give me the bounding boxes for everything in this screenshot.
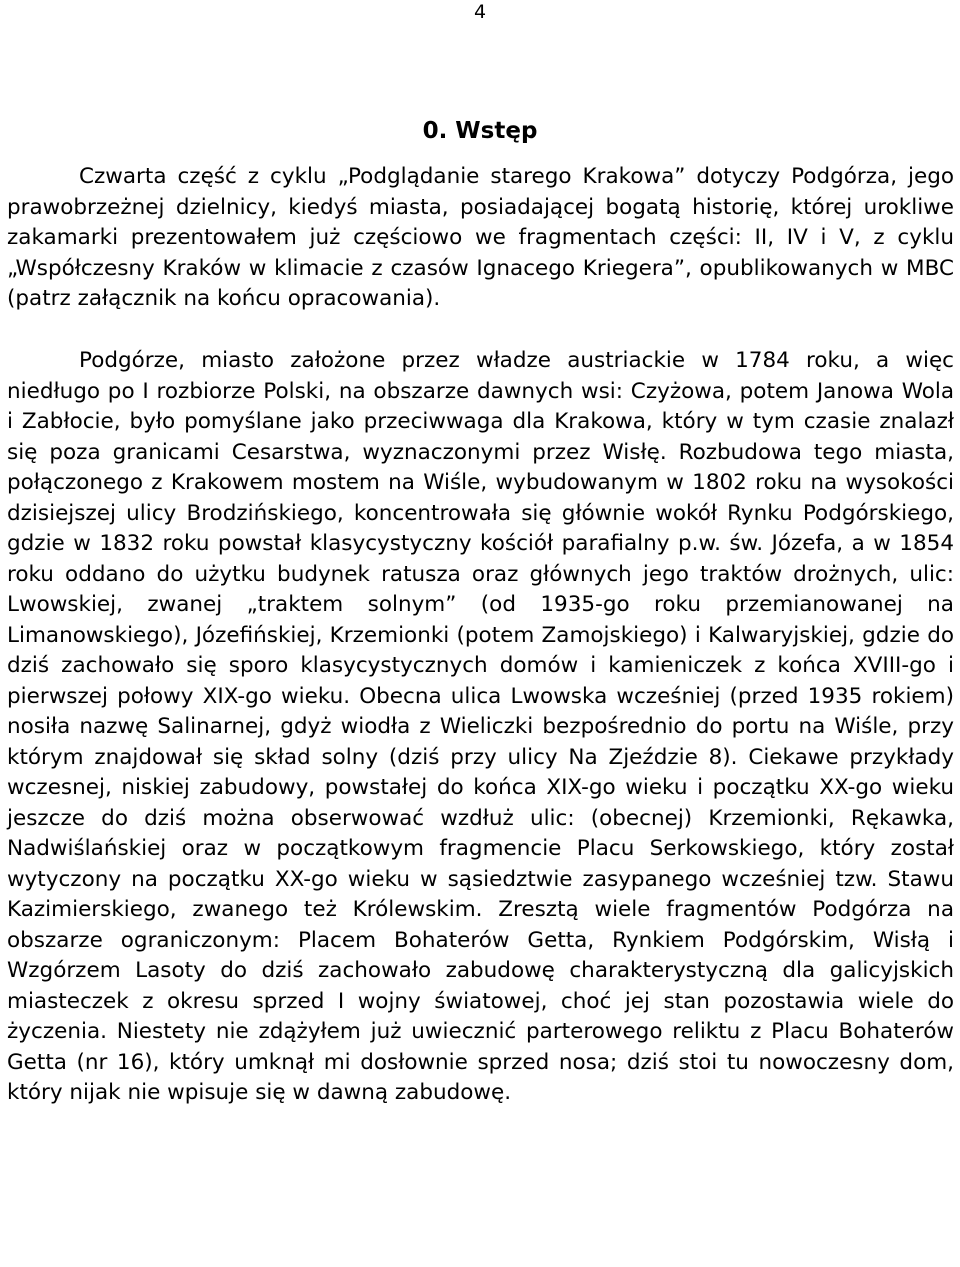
paragraph-history: Podgórze, miasto założone przez władze austriackie w 1784 roku, a więc niedługo po I rozbiorze Polski, na obszarze dawnych wsi: Czyżowa, potem Janowa Wola i Zabłocie, było pomyślane jako przeciwwaga dla Krakowa, który w tym czasie znalazł się poza granicami Cesarstwa, wyznaczonymi przez Wisłę. Rozbudowa tego miasta, połączonego z Krakowem mostem na Wiśle, wybudowanym w 1802 roku na wysokości dzisiejszej ulicy Brodzińskiego, koncentrowała się głównie wokół Rynku Podgórskiego, gdzie w 1832 roku powstał klasycystyczny kościół parafialny p.w. św. Józefa, a w 1854 roku oddano do użytku budynek ratusza oraz głównych jego traktów drożnych, ulic: Lwowskiej, zwanej „traktem solnym” (od 1935-go roku przemianowanej na Limanowskiego), Józefińskiej, Krzemionki (potem Zamojskiego) i Kalwaryjskiej, gdzie do dziś zachowało się sporo klasycystycznych domów i kamieniczek z końca XVIII-go i pierwszej połowy XIX-go wieku. Obecna ulica Lwowska wcześniej (przed 1935 rokiem) nosiła nazwę Salinarnej, gdyż wiodła z Wieliczki bezpośrednio do portu na Wiśle, przy którym znajdował się skład solny (dziś przy ulicy Na Zjeździe 8). Ciekawe przykłady wczesnej, niskiej zabudowy, powstałej do końca XIX-go wieku i początku XX-go wieku jeszcze do dziś można obserwować wzdłuż ulic: (obecnej) Krzemionki, Rękawka, Nadwiślańskiej oraz w początkowym fragmencie Placu Serkowskiego, który został wytyczony na początku XX-go wieku w sąsiedztwie zasypanego wcześniej tzw. Stawu Kazimierskiego, zwanego też Królewskim. Zresztą wiele fragmentów Podgórza na obszarze ograniczonym: Placem Bohaterów Getta, Rynkiem Podgórskim, Wisłą i Wzgórzem Lasoty do dziś zachowało zabudowę charakterystyczną dla galicyjskich miasteczek z okresu sprzed I wojny światowej, choć jej stan pozostawia wiele do życzenia. Niestety nie zdążyłem już uwiecznić parterowego reliktu z Placu Bohaterów Getta (nr 16), który umknął mi dosłownie sprzed nosa; dziś stoi tu nowoczesny dom, który nijak nie wpisuje się w dawną zabudowę. <box>7 348 954 1105</box>
section-heading: 0. Wstęp <box>422 118 538 145</box>
paragraph-intro: Czwarta część z cyklu „Podglądanie starego Krakowa” dotyczy Podgórza, jego prawobrzeżnej dzielnicy, kiedyś miasta, posiadającej bogatą historię, której urokliwe zakamarki prezentowałem już częściowo we fragmentach części: II, IV i V, z cyklu „Współczesny Kraków w klimacie z czasów Ignacego Kriegera”, opublikowanych w MBC (patrz załącznik na końcu opracowania). <box>7 164 954 311</box>
page-number: 4 <box>473 1 487 23</box>
